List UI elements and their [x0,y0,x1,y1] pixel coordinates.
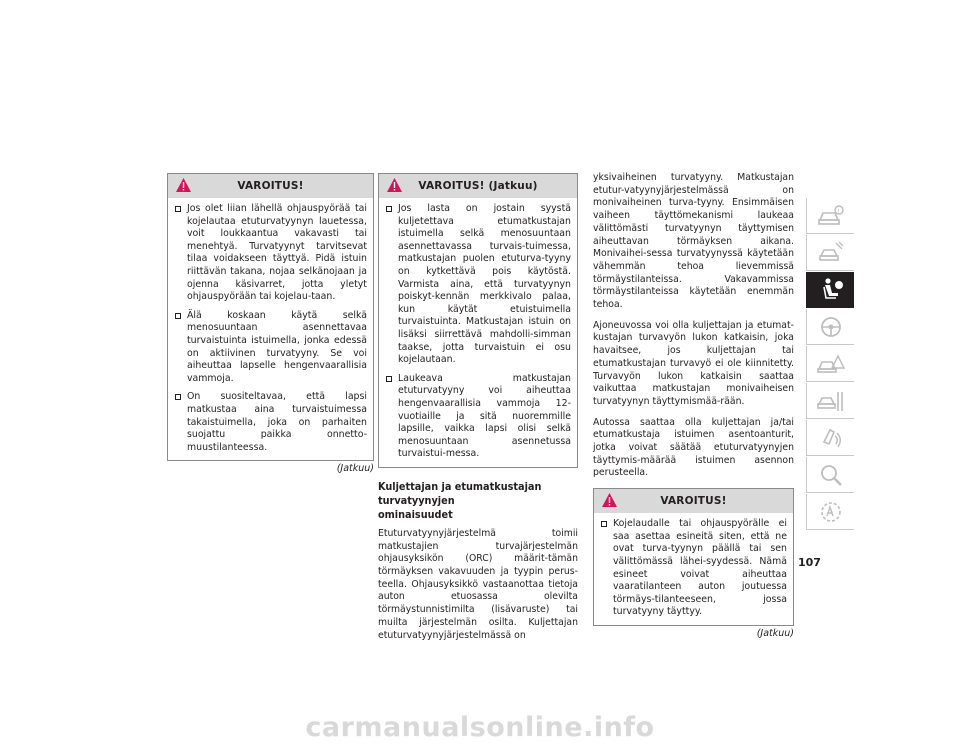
warning-body [594,513,793,625]
tab-car-lights[interactable] [806,235,854,271]
language-a-z-icon [816,498,846,526]
warning-header [594,489,793,513]
section-heading-line: Kuljettajan ja etumatkustajan turvatyynyjen [378,479,542,507]
tab-index[interactable] [806,494,854,530]
car-lights-icon [816,239,846,267]
warning-body [168,198,373,460]
warning-box-3 [593,488,794,626]
airbag-seat-icon [816,276,846,304]
tab-airbag-seat[interactable] [806,272,854,308]
svg-text:i: i [837,207,839,214]
column-3 [593,172,794,639]
tab-search[interactable] [806,457,854,493]
tab-warning-car[interactable] [806,346,854,382]
tab-car-info[interactable] [806,198,854,234]
checkbox-bullet-icon [175,394,181,400]
checkbox-bullet-icon [386,206,392,212]
section-heading-line: ominaisuudet [378,507,453,521]
warning-car-icon [816,350,846,378]
magnifier-icon [816,461,846,489]
steering-wheel-icon [816,313,846,341]
warning-item [174,310,367,386]
body-paragraph: Ajoneuvossa voi olla kuljettajan ja etumat-kustajan turvavyön lukon katkaisin, joka havaitsee, jos kuljettajan tai etumatkustajan turvavyö ei ole kiinnitetty. Turvavyön lukon katkaisin saattaa vaikuttaa matkustajan monivaiheisen turvatyynyn täyttymismää-rään. [593,319,794,407]
warning-item-text: Jos lasta on jostain syystä kuljetettava etumatkustajan istuimella selkä menosuuntaan asennettavassa turvais-tuimessa, matkustajan puolen etuturva-tyyny on kytkettävä pois käytöstä. Varmista aina, että turvatyynyn poiskyt-kennän merkkivalo palaa, kun käytät etuistuimella turvaistuinta. Matkustajan istuin on lisäksi siirrettävä mahdolli-simman taakse, jotta turvaistuin ei osu kojelautaan. [398,203,571,366]
warning-item [385,203,571,367]
warning-item-text: Kojelaudalle tai ohjauspyörälle ei saa asettaa esineitä siten, että ne ovat turva-tyynyn päällä tai sen välittömässä lähei-syydessä. Nämä esineet voivat aiheuttaa vaaratilanteen auton joutuessa törmäys-tilanteeseen, jossa turvatyyny täyttyy. [613,518,787,618]
warning-item-text: Älä koskaan käytä selkä menosuuntaan asennettavaa turvaistuinta istuimella, jonka edessä on aktiivinen turvatyyny. Se voi aiheuttaa lapselle hengenvaarallisia vammoja. [187,309,367,384]
warning-item [174,203,367,304]
car-tools-icon [816,387,846,415]
checkbox-bullet-icon [601,521,607,527]
warning-triangle-icon [175,177,192,193]
warning-header [168,174,373,198]
warning-item [174,391,367,454]
tab-car-tools[interactable] [806,383,854,419]
body-paragraph: Etuturvatyynyjärjestelmä toimii matkustajien turvajärjestelmän ohjausyksikön (ORC) määrit-tämän törmäyksen vakavuuden ja tyypin perus-teella. Ohjausyksikkö vastaanottaa tietoja auton etuosassa olevilta törmäystunnistimilta (lisävaruste) tai muilta järjestelmän osilta. Kuljettajan etuturvatyynyjärjestelmässä on [378,527,578,641]
page-number: 107 [798,556,821,569]
section-heading [378,480,578,522]
warning-title: VAROITUS! [237,180,304,192]
warning-body [379,198,577,467]
warning-box-1 [167,173,374,461]
warning-header [379,174,577,198]
warning-triangle-icon [386,177,403,193]
warning-title: VAROITUS! (Jatkuu) [418,180,538,192]
warning-item-text: Jos olet liian lähellä ohjauspyörää tai kojelautaa etuturvatyynyn lauetessa, voit loukkaantua vakavasti tai menehtyä. Turvatyynyt tarvitsevat tilaa voidakseen täyttyä. Pidä istuin riittävän takana, nojaa selkänojaan ja ojenna käsivarret, jotta yletyt ohjauspyörään tai kojelau-taan. [187,203,367,303]
warning-item-text: On suositeltavaa, että lapsi matkustaa aina turvaistuimessa takaistuimella, joka on parhaiten suojattu paikka onnetto-muustilanteessa. [187,391,367,453]
warning-item [600,518,787,619]
column-2 [378,173,578,642]
watermark: carmanualsonline.info [305,711,655,743]
car-info-icon [816,202,846,230]
tab-audio[interactable] [806,420,854,456]
checkbox-bullet-icon [386,376,392,382]
warning-box-2 [378,173,578,468]
continued-label: (Jatkuu) [756,627,794,639]
warning-item [385,373,571,461]
body-paragraph: Autossa saattaa olla kuljettajan ja/tai etumatkustaja istuimen asentoanturit, jotka voivat säätää etuturvatyynyjen täyttymis-määrää istuimen asennon perusteella. [593,416,794,479]
warning-title: VAROITUS! [660,495,727,508]
warning-triangle-icon [601,492,618,508]
chapter-tabs [806,198,854,531]
column-1 [167,173,374,474]
checkbox-bullet-icon [175,313,181,319]
tab-steering[interactable] [806,309,854,345]
continued-label: (Jatkuu) [336,463,374,475]
audio-icon [816,424,846,452]
checkbox-bullet-icon [175,206,181,212]
body-paragraph: yksivaiheinen turvatyyny. Matkustajan etutur-vatyynyjärjestelmässä on monivaiheinen turva-tyyny. Ensimmäisen vaiheen täyttömekanismi laukeaa välittömästi turvatyynyn täyttymisen aiheuttavan törmäyksen aikana. Monivaihei-sessa turvatyynyssä käytetään vähemmän tehoa lievemmissä törmäystilanteissa. Vakavammissa törmäystilanteissa käytetään enemmän tehoa. [593,172,794,311]
warning-item-text: Laukeava matkustajan etuturvatyyny voi aiheuttaa hengenvaarallisia vammoja 12-vuotiaille ja sitä nuoremmille lapsille, vaikka lapsi olisi selkä menosuuntaan asennetussa turvaistui-messa. [398,372,571,460]
